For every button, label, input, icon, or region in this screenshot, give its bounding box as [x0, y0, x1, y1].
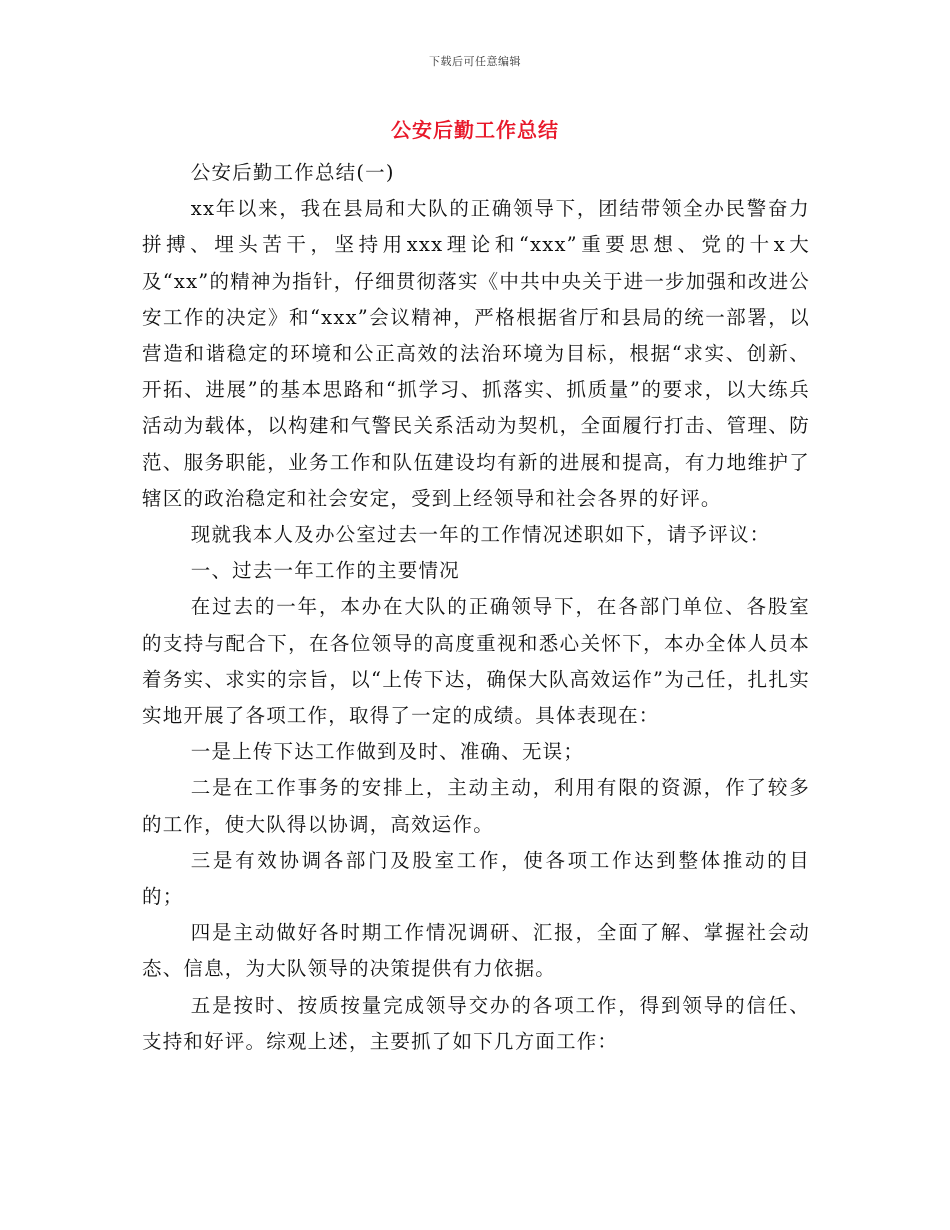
subtitle-paragraph: 公安后勤工作总结(一) [190, 161, 395, 184]
list-item-3: 三是有效协调各部门及股室工作，使各项工作达到整体推动的目的； [142, 848, 810, 909]
body-paragraph: 在过去的一年，本办在大队的正确领导下，在各部门单位、各股室的支持与配合下，在各位领导的高度重视和悉心关怀下，本办全体人员本着务实、求实的宗旨，以“上传下达，确保大队高效运作”为己任，扎扎实实地开展了各项工作，取得了一定的成绩。具体表现在： [142, 595, 810, 728]
page-header-note: 下载后可任意编辑 [429, 55, 521, 68]
section-heading: 一、过去一年工作的主要情况 [190, 559, 460, 583]
list-item-4: 四是主动做好各时期工作情况调研、汇报，全面了解、掌握社会动态、信息，为大队领导的决策提供有力依据。 [142, 921, 810, 981]
intro-paragraph: xx年以来，我在县局和大队的正确领导下，团结带领全办民警奋力拼搏、埋头苦干，坚持用xxx理论和“xxx”重要思想、党的十x大及“xx”的精神为指针，仔细贯彻落实《中共中央关于进一步加强和改进公安工作的决定》和“xxx”会议精神，严格根据省厅和县局的统一部署，以营造和谐稳定的环境和公正高效的法治环境为目标，根据“求实、创新、开拓、进展”的基本思路和“抓学习、抓落实、抓质量”的要求，以大练兵活动为载体，以构建和气警民关系活动为契机，全面履行打击、管理、防范、服务职能，业务工作和队伍建设均有新的进展和提高，有力地维护了辖区的政治稳定和社会安定，受到上经领导和社会各界的好评。 [142, 197, 810, 510]
list-item-1: 一是上传下达工作做到及时、准确、无误； [190, 740, 585, 764]
document-title: 公安后勤工作总结 [391, 118, 559, 142]
list-item-2: 二是在工作事务的安排上，主动主动，利用有限的资源，作了较多的工作，使大队得以协调，高效运作。 [142, 776, 810, 836]
document-body [142, 155, 810, 1060]
report-paragraph: 现就我本人及办公室过去一年的工作情况述职如下，请予评议： [190, 523, 771, 547]
list-item-5: 五是按时、按质按量完成领导交办的各项工作，得到领导的信任、支持和好评。综观上述，主要抓了如下几方面工作： [142, 993, 810, 1053]
